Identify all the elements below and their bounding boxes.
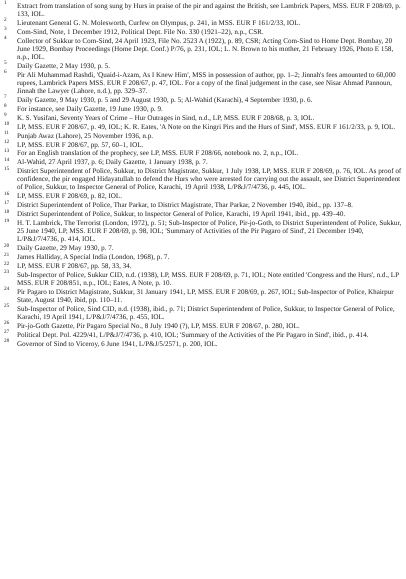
footnote-text: LP, MSS. EUR F 208/67, pp. 58, 33, 34. xyxy=(17,262,132,271)
footnote-number: 7 xyxy=(4,94,7,101)
footnote-text: Sub-Inspector of Police, Sind CID, n.d. (1938), ibid., p. 71; District Superintendent of Police, Sukkur, to Inspector General of Police, Karachi, 19 April 1941, L/P&J/7/4736, p. 455, IOL. xyxy=(17,305,395,322)
footnote xyxy=(4,114,402,122)
footnote xyxy=(4,201,402,209)
footnote xyxy=(4,253,402,261)
footnote-number: 11 xyxy=(4,130,9,137)
footnote-text: Political Dept. Pol. 4229/41, L/P&J/7/4736, p. 410, IOL; 'Summary of the Activities of the Pir Pagaro in Sind', ibid., p. 414. xyxy=(17,330,369,339)
footnote-text: H. T. Lambrick, The Terrorist (London, 1972), p. 51; Sub-Inspector of Police, Pir-jo-Goth, to District Superintendent of Police, Sukkur, 25 June 1940, LP, MSS. EUR F 208/69, p. 98, IOL; 'Summary of Activities of the Pir Pagaro of Sind', 21 December 1940, L/P&J/7/4736, p. 414, IOL. xyxy=(17,219,402,244)
footnote xyxy=(4,271,402,287)
footnote-number: 27 xyxy=(4,329,10,336)
footnote-text: LP, MSS. EUR F 208/67, p. 49, IOL; K. R. Eates, 'A Note on the Kingri Pirs and the Hurs of Sind', MSS. EUR F 161/2/33, p. 9, IOL. xyxy=(17,122,396,131)
footnote xyxy=(4,105,402,113)
footnote-text: Daily Gazette, 29 May 1930, p. 7. xyxy=(17,244,114,253)
footnote-number: 19 xyxy=(4,217,10,224)
footnote-number: 28 xyxy=(4,338,10,345)
footnote-number: 6 xyxy=(4,69,7,76)
footnote xyxy=(4,19,402,27)
footnote xyxy=(4,132,402,140)
footnote-number: 1 xyxy=(4,0,7,7)
footnote-number: 18 xyxy=(4,208,10,215)
footnote xyxy=(4,331,402,339)
footnote-text: Pir-jo-Goth Gazette, Pir Pagaro Special No., 8 July 1940 (?), LP, MSS. EUR F 208/67, p. 280, IOL. xyxy=(17,322,300,330)
footnote-text: For an English translation of the prophecy, see LP, MSS. EUR F 208/66, notebook no. 2, n.p., IOL. xyxy=(17,149,299,158)
footnote xyxy=(4,28,402,36)
footnote-text: Collector of Sukkur to Com-Sind, 24 April 1923, File No. 2523 A (1922), p. 89, CSR; Acting Com-Sind to Home Dept. Bombay, 20 June 1929, Bombay Proceedings (Home Dept. Conf.) P/76, p. 231, IOL; L. N. Brown to his mother, 21 February 1926, Photo E 158, n.p., IOL. xyxy=(17,36,394,61)
footnote-text: Pir Pagaro to District Magistrate, Sukkur, 31 January 1941, LP, MSS. EUR F 208/69, p. 267, IOL; Sub-Inspector of Police, Khairpur State, August 1940, ibid, pp. 110–11. xyxy=(17,288,394,305)
footnote xyxy=(4,158,402,166)
footnote-number: 3 xyxy=(4,26,7,33)
footnote xyxy=(4,322,402,330)
footnote-number: 25 xyxy=(4,303,10,310)
footnote-number: 16 xyxy=(4,190,10,197)
footnote-number: 9 xyxy=(4,112,7,119)
footnote-text: LP, MSS. EUR F 208/69, p. 82, IOL. xyxy=(17,192,123,201)
footnote-number: 13 xyxy=(4,147,10,154)
footnote xyxy=(4,167,402,191)
footnote xyxy=(4,96,402,104)
footnote-number: 15 xyxy=(4,165,10,172)
footnote-text: Punjab Awaz (Lahore), 25 November 1936, n.p. xyxy=(17,131,154,140)
footnote xyxy=(4,123,402,131)
footnote xyxy=(4,262,402,270)
footnote xyxy=(4,219,402,243)
footnote-text: K. S. Yusifani, Seventy Years of Crime – Hur Outrages in Sind, n.d., LP, MSS. EUR F 208/68, p. 3, IOL. xyxy=(17,113,315,122)
footnote-number: 5 xyxy=(4,60,7,67)
footnote-text: District Superintendent of Police, Sukkur, to District Magistrate, Sukkur, 1 July 1938, LP, MSS. EUR F 208/69, p. 76, IOL. As proof of confidence, the pir engaged Hidayatullah to defend the Hurs who were arrested for carrying out the assault, see District Superintendent of Police, Sukkur, to Inspector General of Police, Karachi, 19 April 1938, L/P&J/7/4736, p. 445, IOL. xyxy=(17,167,402,192)
footnote xyxy=(4,288,402,304)
footnote-text: Extract from translation of song sung by Hurs in praise of the pir and against the British, see Lambrick Papers, MSS. EUR F 208/69, p. 133, IOL. xyxy=(17,2,401,19)
footnote-text: Pir Ali Muhammad Rashdi, 'Quaid-i-Azam, As I Knew Him', MSS in possession of author, pp. 1–2; Jinnah's fees amounted to 60,000 rupees, Lambrick Papers MSS. EUR F 208/67, p. 47, IOL. For a copy of the final judgement in the case, see Nisar Ahmad Pannoun, Jinnah the Lawyer (Lahore, n.d.), pp. 329–37. xyxy=(17,70,396,95)
footnote-number: 14 xyxy=(4,156,10,163)
footnote-number: 10 xyxy=(4,121,10,128)
footnote-number: 17 xyxy=(4,199,10,206)
footnote-number: 20 xyxy=(4,242,10,249)
footnote-number: 21 xyxy=(4,251,10,258)
footnote-text: Daily Gazette, 9 May 1930, p. 5 and 29 August 1930, p. 5; Al-Wahid (Karachi), 4 September 1930, p. 6. xyxy=(17,95,313,104)
footnote xyxy=(4,305,402,321)
footnote-number: 23 xyxy=(4,269,10,276)
footnote xyxy=(4,62,402,70)
footnote xyxy=(4,210,402,218)
footnote xyxy=(4,192,402,200)
footnote-number: 12 xyxy=(4,138,10,145)
footnote-text: Al-Wahid, 27 April 1937, p. 6; Daily Gazette, 1 January 1938, p. 7. xyxy=(17,158,208,167)
footnote-text: Lieutenant General G. N. Molesworth, Curfew on Olympus, p. 241, in MSS. EUR F 161/2/33, IOL. xyxy=(17,18,301,27)
footnote xyxy=(4,2,402,18)
footnote-number: 8 xyxy=(4,103,7,110)
footnote-text: District Superintendent of Police, Sukkur, to Inspector General of Police, Karachi, 19 April 1941, ibid., pp. 439–40. xyxy=(17,210,346,219)
footnote xyxy=(4,244,402,252)
footnote-text: Governor of Sind to Viceroy, 6 June 1941, L/P&J/5/2571, p. 200, IOL. xyxy=(17,339,218,348)
footnote-number: 22 xyxy=(4,260,10,267)
footnote-text: Daily Gazette, 2 May 1930, p. 5. xyxy=(17,61,110,70)
footnote-number: 24 xyxy=(4,286,10,293)
footnote-number: 26 xyxy=(4,320,10,327)
footnote-text: District Superintendent of Police, Thar Parkar, to District Magistrate, Thar Parkar, 2 November 1940, ibid., pp. 137–8. xyxy=(17,201,353,210)
footnote-text: James Halliday, A Special India (London, 1968), p. 7. xyxy=(17,253,170,262)
footnote xyxy=(4,340,402,348)
footnote-text: LP, MSS. EUR F 208/67, pp. 57, 60–1, IOL. xyxy=(17,140,144,149)
footnote xyxy=(4,37,402,61)
footnote-text: Sub-Inspector of Police, Sukkur CID, n.d. (1938), LP, MSS. EUR F 208/69, p. 71, IOL; Note entitled 'Congress and the Hurs', n.d., LP MSS. EUR F 208/851, n.p., IOL; Eates, A Note, p. 10. xyxy=(17,271,399,288)
footnote-text: Com-Sind, Note, 1 December 1912, Political Dept. File No. 330 (1921–22), n.p., CSR. xyxy=(17,27,264,36)
footnote-text: For instance, see Daily Gazette, 19 June 1930, p. 9. xyxy=(17,104,163,113)
footnote xyxy=(4,138,402,149)
footnote xyxy=(4,71,402,95)
footnote-number: 4 xyxy=(4,35,7,42)
footnote-number: 2 xyxy=(4,17,7,24)
footnote xyxy=(4,149,402,157)
